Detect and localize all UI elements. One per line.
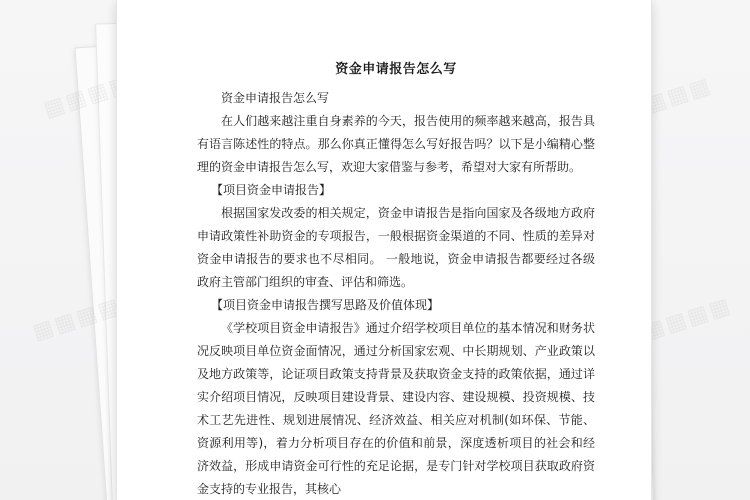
- section-heading-1: 【项目资金申请报告】: [211, 183, 332, 197]
- section-body-2: 《学校项目资金申请报告》通过介绍学校项目单位的基本情况和财务状况反映项目单位资金面情况，通过分析国家宏观、中长期规划、产业政策以及地方政策等，论证项目政策支持背景及获取资金支持的政策依据，通过详实介绍项目情况，反映项目建设背景、建设内容、建设规模、投资规模、技术工艺先进性、规划进展情况、经济效益、相关应对机制(如环保、节能、资源利用等)，着力分析项目存在的价值和前景，深度透析项目的社会和经济效益，形成申请资金可行性的充足论据，是专门针对学校项目获取政府资金支持的专业报告，其核心: [197, 321, 595, 496]
- intro-paragraph: 在人们越来越注重自身素养的今天，报告使用的频率越来越高，报告具有语言陈述性的特点。那么你真正懂得怎么写好报告吗？以下是小编精心整理的资金申请报告怎么写，欢迎大家借鉴与参考，希望对大家有所帮助。: [197, 114, 595, 174]
- document-title: 资金申请报告怎么写: [335, 62, 457, 77]
- section-body-1: 根据国家发改委的相关规定，资金申请报告是指向国家及各级地方政府申请政策性补助资金的专项报告，一般根据资金渠道的不同、性质的差异对资金申请报告的要求也不尽相同。 一般地说，资金申请报告都要经过各级政府主管部门组织的审查、评估和筛选。: [197, 206, 595, 289]
- document-content: [197, 58, 595, 500]
- document-page: [116, 0, 652, 500]
- section-heading-2: 【项目资金申请报告撰写思路及价值体现】: [211, 298, 440, 312]
- watermark: ▦▦▦▦▦: [618, 293, 736, 352]
- document-subtitle: 资金申请报告怎么写: [221, 91, 330, 105]
- watermark: ▦▦▦▦▦: [598, 73, 716, 132]
